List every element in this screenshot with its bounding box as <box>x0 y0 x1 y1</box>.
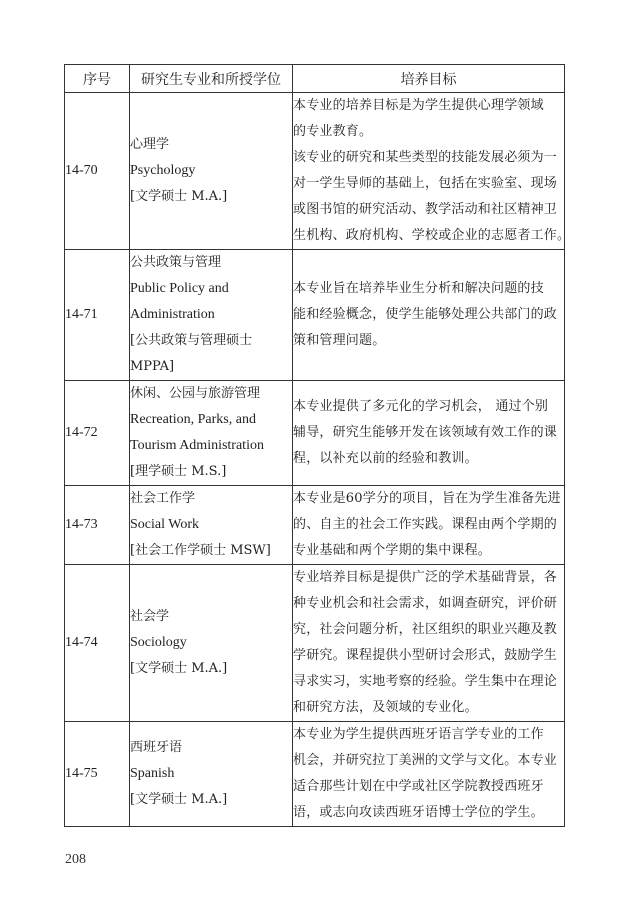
degree-label: [理学硕士 M.S.] <box>130 464 227 479</box>
goal-text-line: 的专业教育。 <box>293 124 373 139</box>
goal-text-line: 学研究。课程提供小型研讨会形式，鼓励学生 <box>293 648 558 663</box>
major-name-en: Spanish <box>130 766 175 781</box>
goal-text-line: 适合那些计划在中学或社区学院教授西班牙 <box>293 779 544 794</box>
program-major <box>130 722 293 827</box>
table-row <box>65 486 565 565</box>
goal-text-line: 本专业提供了多元化的学习机会， 通过个别 <box>293 399 549 414</box>
program-table <box>64 64 571 827</box>
major-name-cn: 社会学 <box>130 609 170 624</box>
major-name-en: Social Work <box>130 517 199 532</box>
program-goal <box>293 381 565 486</box>
program-id: 14-74 <box>65 565 130 722</box>
program-major <box>130 93 293 250</box>
goal-text-line: 机会，并研究拉丁美洲的文学与文化。本专业 <box>293 753 558 768</box>
major-name-cn: 公共政策与管理 <box>130 255 222 270</box>
table-header-row <box>65 65 565 93</box>
goal-text-line: 究，社会问题分析，社区组织的职业兴趣及教 <box>293 622 558 637</box>
major-name-cn: 社会工作学 <box>130 491 196 506</box>
degree-label: MPPA] <box>130 359 175 374</box>
goal-text-line: 和研究方法，及领域的专业化。 <box>293 700 478 715</box>
major-name-cn: 休闲、公园与旅游管理 <box>130 386 261 401</box>
table-row <box>65 565 565 722</box>
table-row <box>65 381 565 486</box>
table-row <box>65 722 565 827</box>
goal-text-line: 种专业机会和社会需求，如调查研究，评价研 <box>293 596 558 611</box>
program-major <box>130 486 293 565</box>
goal-text-line: 的、自主的社会工作实践。课程由两个学期的 <box>293 517 558 532</box>
goal-text-line: 策和管理问题。 <box>293 333 386 348</box>
major-name-en: Administration <box>130 307 215 322</box>
program-major <box>130 250 293 381</box>
major-name-en: Public Policy and <box>130 281 229 296</box>
goal-text-line: 本专业旨在培养毕业生分析和解决问题的技 <box>293 281 544 296</box>
goal-text-line: 专业培养目标是提供广泛的学术基础背景，各 <box>293 570 558 585</box>
program-goal <box>293 722 565 827</box>
major-name-cn: 西班牙语 <box>130 740 183 755</box>
header-major: 研究生专业和所授学位 <box>130 65 293 93</box>
program-id: 14-72 <box>65 381 130 486</box>
goal-text-line: 生机构、政府机构、学校或企业的志愿者工作。 <box>293 228 571 243</box>
goal-text-line: 本专业为学生提供西班牙语言学专业的工作 <box>293 727 544 742</box>
program-id: 14-73 <box>65 486 130 565</box>
major-name-en: Recreation, Parks, and <box>130 412 256 427</box>
program-goal <box>293 565 565 722</box>
program-goal <box>293 250 565 381</box>
header-goal: 培养目标 <box>293 65 565 93</box>
major-name-en: Sociology <box>130 635 187 650</box>
degree-label: [文学硕士 M.A.] <box>130 189 228 204</box>
goal-text-line: 对一学生导师的基础上，包括在实验室、现场 <box>293 176 558 191</box>
goal-text-line: 本专业的培养目标是为学生提供心理学领域 <box>293 98 544 113</box>
major-name-cn: 心理学 <box>130 137 170 152</box>
degree-label: [公共政策与管理硕士 <box>130 333 253 348</box>
goal-text-line: 寻求实习，实地考察的经验。学生集中在理论 <box>293 674 558 689</box>
program-id: 14-75 <box>65 722 130 827</box>
major-name-en: Tourism Administration <box>130 438 264 453</box>
program-goal <box>293 486 565 565</box>
goal-text-line: 能和经验概念，使学生能够处理公共部门的政 <box>293 307 558 322</box>
program-major <box>130 381 293 486</box>
program-id: 14-70 <box>65 93 130 250</box>
degree-label: [文学硕士 M.A.] <box>130 792 228 807</box>
program-id: 14-71 <box>65 250 130 381</box>
goal-text-line: 该专业的研究和某些类型的技能发展必须为一 <box>293 150 558 165</box>
goal-text-line: 语，或志向攻读西班牙语博士学位的学生。 <box>293 805 544 820</box>
goal-text-line: 或图书馆的研究活动、教学活动和社区精神卫 <box>293 202 558 217</box>
degree-label: [社会工作学硕士 MSW] <box>130 543 271 558</box>
goal-text-line: 辅导，研究生能够开发在该领域有效工作的课 <box>293 425 558 440</box>
goal-text-line: 程，以补充以前的经验和教训。 <box>293 451 478 466</box>
goal-text-line: 本专业是60学分的项目，旨在为学生准备先进 <box>293 491 561 506</box>
program-major <box>130 565 293 722</box>
table-row <box>65 93 565 250</box>
degree-label: [文学硕士 M.A.] <box>130 661 228 676</box>
header-id: 序号 <box>65 65 130 93</box>
table-row <box>65 250 565 381</box>
goal-text-line: 专业基础和两个学期的集中课程。 <box>293 543 492 558</box>
page-number: 208 <box>65 852 86 867</box>
major-name-en: Psychology <box>130 163 196 178</box>
program-goal <box>293 93 571 250</box>
